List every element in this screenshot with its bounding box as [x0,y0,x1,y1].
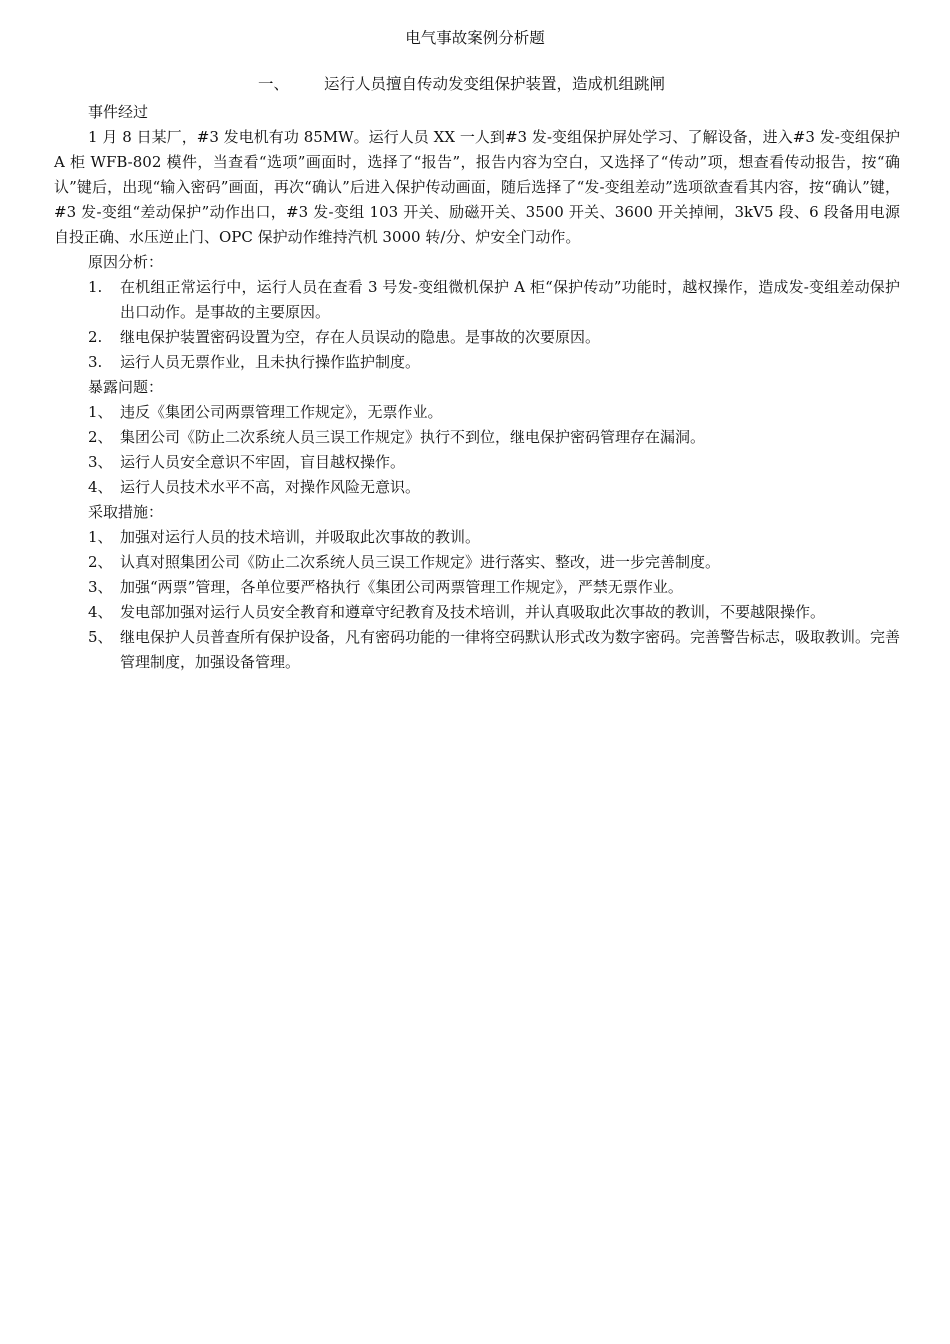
measures-item [54,600,900,625]
measures-item-marker: 3、 [88,578,113,596]
section-title [258,73,898,95]
cause-heading: 原因分析： [88,253,164,271]
measures-item [54,525,900,550]
exposed-item-marker: 2、 [88,428,113,446]
exposed-item-text: 集团公司《防止二次系统人员三误工作规定》执行不到位，继电保护密码管理存在漏洞。 [120,428,706,446]
exposed-item [54,400,900,425]
exposed-item [54,450,900,475]
exposed-item-text: 运行人员技术水平不高，对操作风险无意识。 [120,478,421,496]
cause-item-text: 运行人员无票作业，且未执行操作监护制度。 [120,353,421,371]
exposed-item-text: 违反《集团公司两票管理工作规定》，无票作业。 [120,403,443,421]
exposed-item-marker: 1、 [88,403,113,421]
measures-item-marker: 4、 [88,603,113,621]
document-body [54,100,900,675]
measures-item-marker: 5、 [88,628,113,646]
measures-item [54,625,900,675]
cause-item [54,275,900,325]
cause-item [54,325,900,350]
measures-item [54,550,900,575]
measures-heading: 采取措施： [88,503,164,521]
exposed-item-marker: 3、 [88,453,113,471]
cause-item-marker: 3. [88,353,103,371]
measures-item-text: 发电部加强对运行人员安全教育和遵章守纪教育及技术培训，并认真吸取此次事故的教训，不要越限操作。 [120,603,826,621]
section-title-text: 运行人员擅自传动发变组保护装置，造成机组跳闸 [324,75,666,93]
cause-item [54,350,900,375]
measures-item-text: 继电保护人员普查所有保护设备，凡有密码功能的一律将空码默认形式改为数字密码。完善警告标志，吸取教训。完善管理制度，加强设备管理。 [120,628,901,671]
measures-item [54,575,900,600]
cause-item-marker: 2. [88,328,103,346]
section-number: 一、 [258,75,290,93]
measures-item-marker: 2、 [88,553,113,571]
exposed-heading: 暴露问题： [88,378,164,396]
measures-item-marker: 1、 [88,528,113,546]
event-heading: 事件经过 [88,103,149,121]
exposed-item-text: 运行人员安全意识不牢固，盲目越权操作。 [120,453,406,471]
measures-item-text: 加强“两票”管理，各单位要严格执行《集团公司两票管理工作规定》，严禁无票作业。 [120,578,683,596]
measures-item-text: 加强对运行人员的技术培训，并吸取此次事故的教训。 [120,528,481,546]
cause-item-text: 继电保护装置密码设置为空，存在人员误动的隐患。是事故的次要原因。 [120,328,601,346]
exposed-item-marker: 4、 [88,478,113,496]
measures-item-text: 认真对照集团公司《防止二次系统人员三误工作规定》进行落实、整改，进一步完善制度。 [120,553,721,571]
cause-item-text: 在机组正常运行中，运行人员在查看 3 号发-变组微机保护 A 柜“保护传动”功能时，越权操作，造成发-变组差动保护出口动作。是事故的主要原因。 [120,278,900,321]
document-title: 电气事故案例分析题 [405,29,545,47]
cause-item-marker: 1. [88,278,103,296]
exposed-item [54,425,900,450]
exposed-item [54,475,900,500]
event-paragraph: 1 月 8 日某厂，#3 发电机有功 85MW。运行人员 XX 一人到#3 发-变组保护屏处学习、了解设备，进入#3 发-变组保护 A 柜 WFB-802 模件，当查看“选项”画面时，选择了“报告”，报告内容为空白，又选择了“传动”项，想查看传动报告，按“确认”键后，出现“输入密码”画面，再次“确认”后进入保护传动画面，随后选择了“发-变组差动”选项欲查看其内容，按“确认”键，#3 发-变组“差动保护”动作出口，#3 发-变组 103 开关、励磁开关、3500 开关、3600 开关掉闸，3kV5 段、6 段备用电源自投正确、水压逆止门、OPC 保护动作维持汽机 3000 转/分、炉安全门动作。 [54,128,900,246]
